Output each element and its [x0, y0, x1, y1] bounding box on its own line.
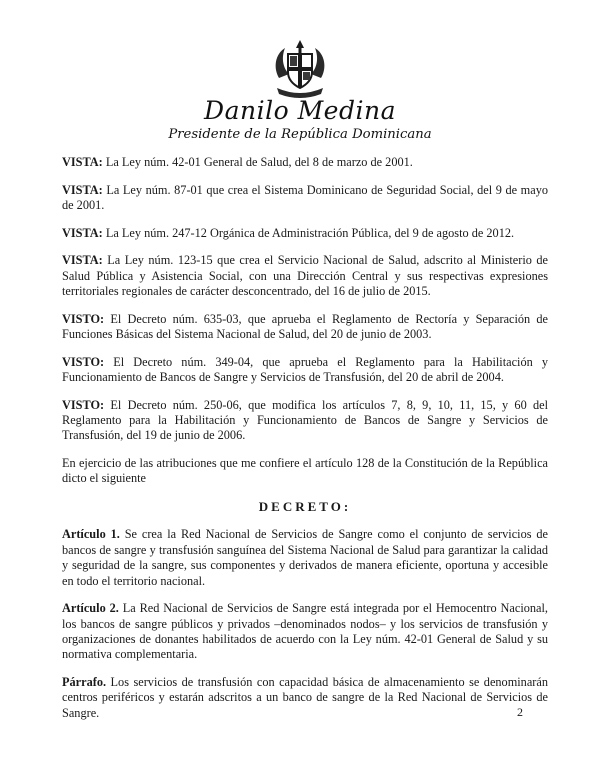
articulo-2-paragraph: [62, 601, 548, 663]
visto-text: La Ley núm. 87-01 que crea el Sistema Dominicano de Seguridad Social, del 9 de mayo de 2001.: [62, 182, 549, 212]
articulo-1-paragraph: [62, 527, 548, 589]
visto-label: VISTA:: [62, 225, 103, 240]
signature-name: Danilo Medina: [204, 96, 396, 125]
visto-paragraph: [62, 355, 548, 386]
visto-paragraph: [62, 155, 548, 170]
visto-paragraph: [62, 398, 548, 444]
visto-paragraph: [62, 312, 548, 343]
parrafo-label: Párrafo.: [62, 675, 107, 690]
signature-title: Presidente de la República Dominicana: [168, 127, 432, 142]
document-body: [62, 155, 548, 733]
parrafo-paragraph: [62, 675, 548, 721]
ejercicio-paragraph: En ejercicio de las atribuciones que me confiere el artículo 128 de la Constitución de la República dicto el siguiente: [62, 456, 548, 486]
visto-paragraph: [62, 226, 548, 241]
articulo-2-text: La Red Nacional de Servicios de Sangre está integrada por el Hemocentro Nacional, los bancos de sangre públicos y privados –denominados nodos– y los servicios de transfusión y organizaciones de donantes habilitados de acuerdo con la Ley núm. 42-01 General de Salud y su normativa complementaria.: [62, 601, 548, 662]
visto-paragraph: [62, 183, 548, 214]
visto-text: La Ley núm. 247-12 Orgánica de Administración Pública, del 9 de agosto de 2012.: [105, 225, 515, 240]
visto-label: VISTO:: [62, 397, 105, 412]
articulo-1-text: Se crea la Red Nacional de Servicios de Sangre como el conjunto de servicios de bancos de sangre y transfusión sanguínea del Sistema Nacional de Salud para garantizar la calidad y seguridad de la sangre, sus componentes y derivados de manera eficiente, oportuna y accesible en todo el territorio nacional.: [62, 527, 548, 588]
visto-text: El Decreto núm. 635-03, que aprueba el Reglamento de Rectoría y Separación de Funciones Básicas del Sistema Nacional de Salud, del 20 de junio de 2003.: [62, 311, 548, 341]
page-number: 2: [517, 705, 523, 719]
articulo-2-label: Artículo 2.: [62, 601, 119, 616]
visto-label: VISTA:: [62, 182, 103, 197]
decreto-heading: DECRETO:: [258, 499, 352, 514]
visto-text: El Decreto núm. 250-06, que modifica los artículos 7, 8, 9, 10, 11, 15, y 60 del Reglamento para la Habilitación y Funcionamiento de Bancos de Sangre y Servicios de Transfusión, del 19 de junio de 2006.: [62, 397, 548, 443]
visto-label: VISTO:: [62, 311, 105, 326]
visto-label: VISTA:: [62, 253, 103, 268]
visto-label: VISTO:: [62, 354, 105, 369]
articulo-1-label: Artículo 1.: [62, 527, 120, 542]
visto-text: El Decreto núm. 349-04, que aprueba el Reglamento para la Habilitación y Funcionamiento de Bancos de Sangre y Servicios de Transfusión, del 20 de abril de 2004.: [62, 354, 548, 384]
visto-text: La Ley núm. 123-15 que crea el Servicio Nacional de Salud, adscrito al Ministerio de Salud Pública y Asistencia Social, con una Dirección Central y sus respectivas expresiones territoriales regionales de carácter desconcentrado, del 16 de julio de 2015.: [62, 253, 548, 298]
visto-paragraph: [62, 253, 548, 299]
visto-text: La Ley núm. 42-01 General de Salud, del 8 de marzo de 2001.: [105, 155, 413, 169]
visto-label: VISTA:: [62, 155, 103, 169]
parrafo-text: Los servicios de transfusión con capacidad básica de almacenamiento se denominarán centros periféricos y estarán adscritos a un banco de sangre de la Red Nacional de Servicios de Sangre.: [62, 675, 548, 720]
coat-of-arms-icon: [269, 38, 331, 100]
